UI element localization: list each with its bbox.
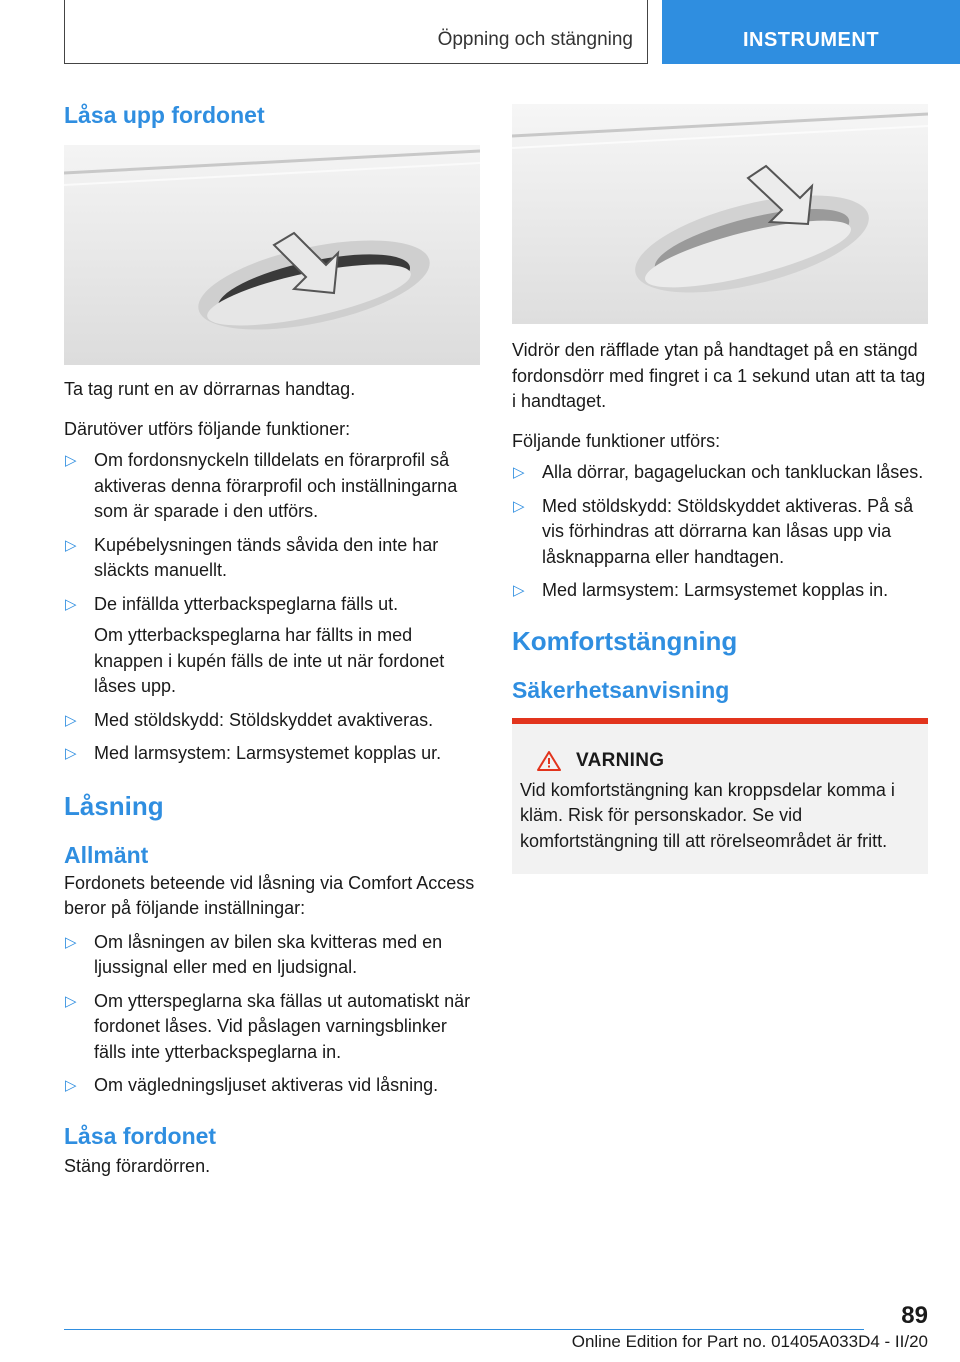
footer-divider [64,1329,864,1330]
paragraph-grip-handle: Ta tag runt en av dörrarnas handtag. [64,379,356,399]
list-item: ▷ Med stöldskydd: Stöldskyddet aktiveras. På så vis förhindras att dörrarna kan låsas upp via låsknapparna eller handtagen. [513,495,914,567]
list-item: ▷ Kupébelysningen tänds såvida den inte har släckts manuellt. [65,534,439,580]
header-chapter-tab[interactable]: INSTRUMENT [662,0,960,64]
triangle-bullet-icon: ▷ [513,464,525,481]
warning-header [520,750,920,772]
heading-safety-note: Säkerhetsanvisning [512,676,730,703]
heading-locking: Låsning [64,790,164,821]
triangle-bullet-icon: ▷ [65,711,77,729]
triangle-bullet-icon: ▷ [65,1077,77,1094]
left-column [64,96,480,1179]
door-handle-grip-illustration [64,145,480,365]
header-section-title: Öppning och stängning [437,29,633,50]
list-item: ▷ Om låsningen av bilen ska kvitteras med en ljussignal eller med en ljudsignal. [65,931,443,977]
warning-title: VARNING [576,749,665,771]
warning-text: Vid komfortstängning kan kroppsdelar komma i kläm. Risk för personskador. Se vid komfortstängning till att rörelseområdet är fritt. [520,779,895,851]
heading-general: Allmänt [64,841,149,868]
list-item: ▷ Alla dörrar, bagageluckan och tankluckan låses. [512,460,928,486]
unlock-security-list [64,708,480,767]
lock-settings-list [64,930,480,1099]
door-handle-touch-illustration [512,104,928,324]
heading-lock-vehicle: Låsa fordonet [64,1122,217,1149]
right-column [512,104,928,874]
triangle-bullet-icon: ▷ [65,595,77,613]
heading-unlock-vehicle: Låsa upp fordonet [64,102,265,128]
header-section-box [64,0,648,64]
list-item: ▷ De infällda ytterbackspeglarna fälls ut. [64,592,480,618]
triangle-bullet-icon: ▷ [65,745,77,762]
triangle-bullet-icon: ▷ [65,933,77,951]
paragraph-close-driver-door: Stäng förardörren. [64,1155,211,1176]
paragraph-functions-intro: Därutöver utförs följande funktioner: [64,418,351,439]
paragraph-mirrors-note: Om ytterbackspeglarna har fällts in med knappen i kupén fälls de inte ut när fordonet låses upp. [94,625,445,696]
triangle-bullet-icon: ▷ [513,582,525,599]
list-item: ▷ Med stöldskydd: Stöldskyddet avaktiveras. [64,708,480,734]
triangle-bullet-icon: ▷ [513,497,525,515]
warning-triangle-icon [536,750,562,772]
list-item: ▷ Om fordonsnyckeln tilldelats en förarprofil så aktiveras denna förarprofil och inställningarna som är sparade i den utförs. [65,450,458,521]
paragraph-touch-handle: Vidrör den räfflade ytan på handtaget på en stängd fordonsdörr med fingret i ca 1 sekund utan att ta tag i handtaget. [512,340,926,411]
paragraph-comfort-access: Fordonets beteende vid låsning via Comfort Access beror på följande inställningar: [64,872,475,918]
triangle-bullet-icon: ▷ [65,536,77,554]
unlock-functions-list [64,448,480,617]
lock-functions-list [512,460,928,604]
list-item: ▷ Med larmsystem: Larmsystemet kopplas in. [512,578,928,604]
list-item: ▷ Om vägledningsljuset aktiveras vid låsning. [64,1073,480,1099]
paragraph-functions-performed: Följande funktioner utförs: [512,430,721,451]
triangle-bullet-icon: ▷ [65,992,77,1010]
heading-comfort-closing: Komfortstängning [512,625,738,656]
list-item: ▷ Om ytterspeglarna ska fällas ut automatiskt när fordonet låses. Vid påslagen varningsblinker fälls inte ytterbackspeglarna in. [65,990,471,1062]
warning-box [512,718,928,875]
footer-edition: Online Edition for Part no. 01405A033D4 - II/20 [571,1332,928,1351]
page-number: 89 [901,1302,928,1329]
triangle-bullet-icon: ▷ [65,452,77,469]
list-item: ▷ Med larmsystem: Larmsystemet kopplas ur. [64,741,480,767]
